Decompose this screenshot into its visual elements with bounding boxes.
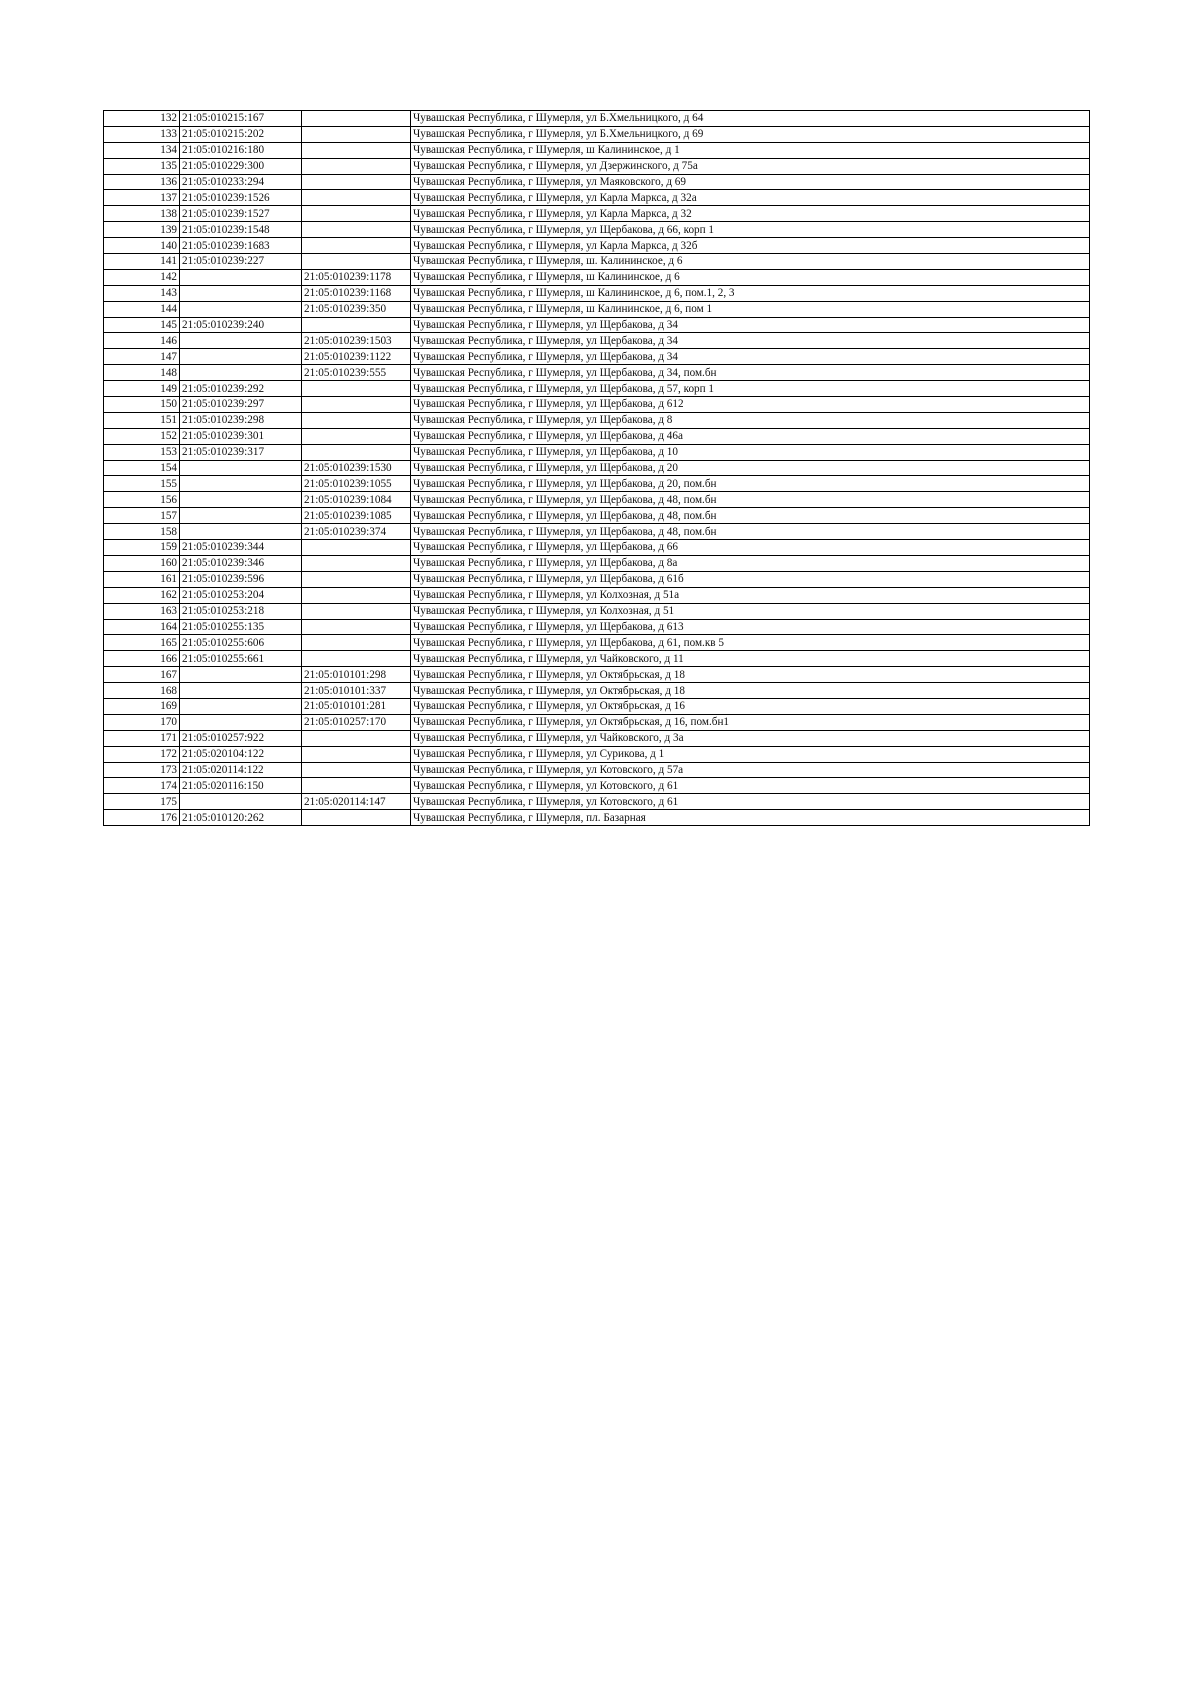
cadastral-number-cell: 21:05:010239:1527 [180,206,302,222]
row-number-cell: 166 [104,651,180,667]
row-number-cell: 156 [104,492,180,508]
related-cadastral-number-cell: 21:05:010239:350 [302,301,411,317]
table-row [104,698,1090,714]
address-cell: Чувашская Республика, г Шумерля, ул Щербакова, д 66, корп 1 [411,222,1090,238]
related-cadastral-number-cell [302,635,411,651]
address-cell: Чувашская Республика, г Шумерля, ул Октябрьская, д 18 [411,667,1090,683]
table-row [104,158,1090,174]
address-cell: Чувашская Республика, г Шумерля, ул Сурикова, д 1 [411,746,1090,762]
address-cell: Чувашская Республика, г Шумерля, ул Щербакова, д 8а [411,555,1090,571]
table-row [104,778,1090,794]
table-row [104,762,1090,778]
address-cell: Чувашская Республика, г Шумерля, ул Колхозная, д 51 [411,603,1090,619]
cadastral-number-cell [180,349,302,365]
row-number-cell: 167 [104,667,180,683]
table-row [104,397,1090,413]
address-cell: Чувашская Республика, г Шумерля, ш Калининское, д 6, пом 1 [411,301,1090,317]
row-number-cell: 164 [104,619,180,635]
cadastral-number-cell: 21:05:010239:301 [180,428,302,444]
related-cadastral-number-cell: 21:05:010239:555 [302,365,411,381]
row-number-cell: 148 [104,365,180,381]
cadastral-number-cell [180,698,302,714]
cadastral-number-cell [180,683,302,699]
table-row [104,683,1090,699]
row-number-cell: 136 [104,174,180,190]
row-number-cell: 133 [104,126,180,142]
table-row [104,492,1090,508]
related-cadastral-number-cell [302,587,411,603]
cadastral-number-cell [180,460,302,476]
row-number-cell: 173 [104,762,180,778]
row-number-cell: 139 [104,222,180,238]
table-row [104,285,1090,301]
table-row [104,571,1090,587]
table-row [104,238,1090,254]
related-cadastral-number-cell [302,206,411,222]
row-number-cell: 137 [104,190,180,206]
cadastral-number-cell: 21:05:010233:294 [180,174,302,190]
related-cadastral-number-cell [302,428,411,444]
address-cell: Чувашская Республика, г Шумерля, ул Маяковского, д 69 [411,174,1090,190]
address-cell: Чувашская Республика, г Шумерля, ул Щербакова, д 612 [411,397,1090,413]
related-cadastral-number-cell [302,111,411,127]
row-number-cell: 172 [104,746,180,762]
address-cell: Чувашская Республика, г Шумерля, ул Щербакова, д 48, пом.бн [411,508,1090,524]
cadastral-number-cell [180,794,302,810]
address-cell: Чувашская Республика, г Шумерля, ул Щербакова, д 20, пом.бн [411,476,1090,492]
table-row [104,444,1090,460]
related-cadastral-number-cell [302,174,411,190]
cadastral-number-cell: 21:05:010215:167 [180,111,302,127]
row-number-cell: 168 [104,683,180,699]
cadastral-number-cell: 21:05:010239:1526 [180,190,302,206]
table-row [104,540,1090,556]
row-number-cell: 158 [104,524,180,540]
table-row [104,333,1090,349]
row-number-cell: 140 [104,238,180,254]
related-cadastral-number-cell: 21:05:010239:1084 [302,492,411,508]
address-cell: Чувашская Республика, г Шумерля, ул Щербакова, д 34 [411,317,1090,333]
row-number-cell: 142 [104,269,180,285]
related-cadastral-number-cell: 21:05:020114:147 [302,794,411,810]
cadastral-number-cell: 21:05:010239:1683 [180,238,302,254]
row-number-cell: 163 [104,603,180,619]
address-cell: Чувашская Республика, г Шумерля, ул Колхозная, д 51а [411,587,1090,603]
address-cell: Чувашская Республика, г Шумерля, ул Щербакова, д 20 [411,460,1090,476]
related-cadastral-number-cell [302,444,411,460]
cadastral-number-cell: 21:05:010255:135 [180,619,302,635]
address-cell: Чувашская Республика, г Шумерля, пл. Базарная [411,810,1090,826]
related-cadastral-number-cell: 21:05:010239:1122 [302,349,411,365]
table-row [104,794,1090,810]
cadastral-number-cell [180,333,302,349]
cadastral-number-cell: 21:05:010239:292 [180,381,302,397]
related-cadastral-number-cell: 21:05:010257:170 [302,714,411,730]
row-number-cell: 154 [104,460,180,476]
address-cell: Чувашская Республика, г Шумерля, ул Дзержинского, д 75а [411,158,1090,174]
row-number-cell: 175 [104,794,180,810]
cadastral-number-cell [180,301,302,317]
cadastral-number-cell: 21:05:010257:922 [180,730,302,746]
address-cell: Чувашская Республика, г Шумерля, ул Котовского, д 57а [411,762,1090,778]
cadastral-number-cell: 21:05:010255:606 [180,635,302,651]
table-row [104,111,1090,127]
table-row [104,508,1090,524]
related-cadastral-number-cell [302,142,411,158]
cadastral-number-cell [180,524,302,540]
related-cadastral-number-cell [302,555,411,571]
address-cell: Чувашская Республика, г Шумерля, ш Калининское, д 6, пом.1, 2, 3 [411,285,1090,301]
cadastral-number-cell: 21:05:010215:202 [180,126,302,142]
table-row [104,206,1090,222]
related-cadastral-number-cell [302,158,411,174]
table-row [104,381,1090,397]
address-cell: Чувашская Республика, г Шумерля, ул Щербакова, д 61, пом.кв 5 [411,635,1090,651]
cadastral-number-cell: 21:05:010239:297 [180,397,302,413]
table-row [104,174,1090,190]
address-cell: Чувашская Республика, г Шумерля, ул Котовского, д 61 [411,778,1090,794]
cadastral-number-cell: 21:05:010239:1548 [180,222,302,238]
table-row [104,555,1090,571]
cadastral-number-cell [180,492,302,508]
cadastral-number-cell: 21:05:010239:317 [180,444,302,460]
cadastral-number-cell [180,285,302,301]
related-cadastral-number-cell [302,651,411,667]
related-cadastral-number-cell [302,619,411,635]
related-cadastral-number-cell [302,603,411,619]
related-cadastral-number-cell [302,540,411,556]
related-cadastral-number-cell [302,762,411,778]
address-cell: Чувашская Республика, г Шумерля, ул Октябрьская, д 18 [411,683,1090,699]
related-cadastral-number-cell [302,778,411,794]
row-number-cell: 169 [104,698,180,714]
address-cell: Чувашская Республика, г Шумерля, ул Октябрьская, д 16 [411,698,1090,714]
cadastral-number-cell [180,365,302,381]
table-row [104,651,1090,667]
table-row [104,460,1090,476]
cadastral-number-cell [180,476,302,492]
related-cadastral-number-cell [302,126,411,142]
row-number-cell: 157 [104,508,180,524]
address-cell: Чувашская Республика, г Шумерля, ш Калининское, д 1 [411,142,1090,158]
row-number-cell: 159 [104,540,180,556]
row-number-cell: 149 [104,381,180,397]
address-cell: Чувашская Республика, г Шумерля, ул Карла Маркса, д 32а [411,190,1090,206]
related-cadastral-number-cell [302,254,411,270]
cadastral-number-cell: 21:05:010239:596 [180,571,302,587]
cadastral-number-cell [180,269,302,285]
table-row [104,603,1090,619]
address-cell: Чувашская Республика, г Шумерля, ул Щербакова, д 57, корп 1 [411,381,1090,397]
address-cell: Чувашская Республика, г Шумерля, ш. Калининское, д 6 [411,254,1090,270]
cadastral-number-cell: 21:05:010229:300 [180,158,302,174]
address-cell: Чувашская Республика, г Шумерля, ул Щербакова, д 61б [411,571,1090,587]
table-row [104,222,1090,238]
cadastral-number-cell: 21:05:010253:204 [180,587,302,603]
row-number-cell: 144 [104,301,180,317]
table-row [104,428,1090,444]
address-cell: Чувашская Республика, г Шумерля, ул Щербакова, д 34, пом.бн [411,365,1090,381]
row-number-cell: 152 [104,428,180,444]
row-number-cell: 132 [104,111,180,127]
cadastral-number-cell: 21:05:010239:298 [180,412,302,428]
row-number-cell: 171 [104,730,180,746]
related-cadastral-number-cell: 21:05:010239:1178 [302,269,411,285]
address-cell: Чувашская Республика, г Шумерля, ул Щербакова, д 10 [411,444,1090,460]
table-row [104,190,1090,206]
address-cell: Чувашская Республика, г Шумерля, ул Щербакова, д 48, пом.бн [411,492,1090,508]
table-row [104,730,1090,746]
related-cadastral-number-cell: 21:05:010239:1085 [302,508,411,524]
table-row [104,126,1090,142]
cadastral-number-cell: 21:05:010120:262 [180,810,302,826]
row-number-cell: 141 [104,254,180,270]
cadastral-number-cell: 21:05:020114:122 [180,762,302,778]
address-cell: Чувашская Республика, г Шумерля, ул Щербакова, д 48, пом.бн [411,524,1090,540]
address-cell: Чувашская Республика, г Шумерля, ул Чайковского, д 11 [411,651,1090,667]
cadastral-number-cell: 21:05:010239:344 [180,540,302,556]
table-body [104,111,1090,826]
related-cadastral-number-cell [302,222,411,238]
address-cell: Чувашская Республика, г Шумерля, ул Б.Хмельницкого, д 69 [411,126,1090,142]
table-row [104,349,1090,365]
table-row [104,269,1090,285]
address-cell: Чувашская Республика, г Шумерля, ул Октябрьская, д 16, пом.бн1 [411,714,1090,730]
cadastral-number-cell: 21:05:010239:227 [180,254,302,270]
table-row [104,635,1090,651]
cadastral-number-cell: 21:05:010255:661 [180,651,302,667]
address-cell: Чувашская Республика, г Шумерля, ул Чайковского, д 3а [411,730,1090,746]
row-number-cell: 135 [104,158,180,174]
row-number-cell: 174 [104,778,180,794]
related-cadastral-number-cell [302,238,411,254]
row-number-cell: 170 [104,714,180,730]
row-number-cell: 151 [104,412,180,428]
row-number-cell: 162 [104,587,180,603]
related-cadastral-number-cell: 21:05:010239:1530 [302,460,411,476]
related-cadastral-number-cell [302,412,411,428]
cadastral-number-cell [180,667,302,683]
related-cadastral-number-cell [302,190,411,206]
address-cell: Чувашская Республика, г Шумерля, ул Карла Маркса, д 32б [411,238,1090,254]
table-row [104,587,1090,603]
address-cell: Чувашская Республика, г Шумерля, ул Щербакова, д 8 [411,412,1090,428]
cadastral-number-cell: 21:05:020116:150 [180,778,302,794]
related-cadastral-number-cell: 21:05:010239:1168 [302,285,411,301]
address-cell: Чувашская Республика, г Шумерля, ш Калининское, д 6 [411,269,1090,285]
related-cadastral-number-cell [302,730,411,746]
address-cell: Чувашская Республика, г Шумерля, ул Щербакова, д 34 [411,349,1090,365]
table-row [104,524,1090,540]
table-row [104,476,1090,492]
table-row [104,317,1090,333]
row-number-cell: 176 [104,810,180,826]
table-row [104,142,1090,158]
related-cadastral-number-cell [302,381,411,397]
row-number-cell: 147 [104,349,180,365]
row-number-cell: 153 [104,444,180,460]
table-row [104,619,1090,635]
cadastral-number-cell: 21:05:020104:122 [180,746,302,762]
row-number-cell: 146 [104,333,180,349]
cadastral-number-cell: 21:05:010239:240 [180,317,302,333]
row-number-cell: 138 [104,206,180,222]
row-number-cell: 150 [104,397,180,413]
related-cadastral-number-cell [302,571,411,587]
row-number-cell: 143 [104,285,180,301]
address-cell: Чувашская Республика, г Шумерля, ул Щербакова, д 46а [411,428,1090,444]
table-row [104,746,1090,762]
property-register-table [103,110,1090,826]
table-row [104,254,1090,270]
table-row [104,365,1090,381]
cadastral-number-cell [180,508,302,524]
table-row [104,301,1090,317]
related-cadastral-number-cell: 21:05:010239:1055 [302,476,411,492]
related-cadastral-number-cell: 21:05:010101:298 [302,667,411,683]
address-cell: Чувашская Республика, г Шумерля, ул Щербакова, д 34 [411,333,1090,349]
cadastral-number-cell [180,714,302,730]
related-cadastral-number-cell: 21:05:010101:337 [302,683,411,699]
address-cell: Чувашская Республика, г Шумерля, ул Щербакова, д 613 [411,619,1090,635]
cadastral-number-cell: 21:05:010239:346 [180,555,302,571]
related-cadastral-number-cell [302,746,411,762]
related-cadastral-number-cell: 21:05:010239:1503 [302,333,411,349]
related-cadastral-number-cell: 21:05:010239:374 [302,524,411,540]
row-number-cell: 165 [104,635,180,651]
address-cell: Чувашская Республика, г Шумерля, ул Карла Маркса, д 32 [411,206,1090,222]
row-number-cell: 160 [104,555,180,571]
row-number-cell: 145 [104,317,180,333]
cadastral-number-cell: 21:05:010253:218 [180,603,302,619]
table-row [104,667,1090,683]
address-cell: Чувашская Республика, г Шумерля, ул Котовского, д 61 [411,794,1090,810]
cadastral-number-cell: 21:05:010216:180 [180,142,302,158]
table-row [104,810,1090,826]
related-cadastral-number-cell [302,317,411,333]
related-cadastral-number-cell [302,810,411,826]
address-cell: Чувашская Республика, г Шумерля, ул Б.Хмельницкого, д 64 [411,111,1090,127]
address-cell: Чувашская Республика, г Шумерля, ул Щербакова, д 66 [411,540,1090,556]
related-cadastral-number-cell [302,397,411,413]
row-number-cell: 161 [104,571,180,587]
table-row [104,412,1090,428]
related-cadastral-number-cell: 21:05:010101:281 [302,698,411,714]
row-number-cell: 155 [104,476,180,492]
row-number-cell: 134 [104,142,180,158]
table-row [104,714,1090,730]
